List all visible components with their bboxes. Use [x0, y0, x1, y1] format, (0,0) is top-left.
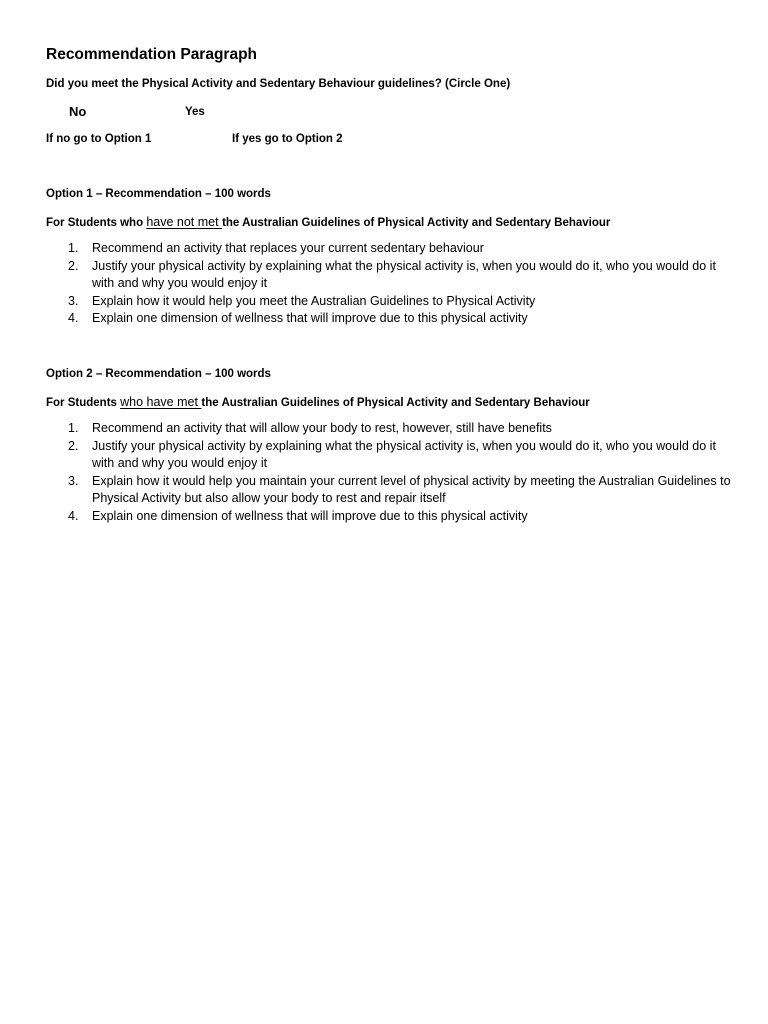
list-item-number: 3. [68, 473, 79, 488]
direction-no: If no go to Option 1 [46, 133, 152, 145]
list-item-text: Justify your physical activity by explaining what the physical activity is, when you would do it, who you would do it with and why you would enjoy it [92, 258, 716, 290]
option2-audience-prefix: For Students [46, 397, 121, 409]
option1-audience-suffix: the Australian Guidelines of Physical Activity and Sedentary Behaviour [222, 217, 611, 229]
list-item-number: 1. [68, 421, 79, 435]
option1-audience [46, 215, 610, 229]
option2-heading: Option 2 – Recommendation – 100 words [46, 368, 271, 380]
option1-task-list [46, 240, 736, 328]
option1-audience-emphasis: have not met [146, 215, 223, 229]
list-item-text: Explain one dimension of wellness that will improve due to this physical activity [92, 508, 528, 523]
page-title: Recommendation Paragraph [46, 46, 258, 63]
list-item-number: 3. [68, 293, 79, 308]
list-item [46, 240, 736, 258]
list-item [46, 508, 736, 526]
option2-audience-suffix: the Australian Guidelines of Physical Activity and Sedentary Behaviour [201, 397, 590, 409]
list-item [46, 310, 736, 328]
option1-audience-prefix: For Students who [46, 217, 147, 229]
direction-yes: If yes go to Option 2 [232, 133, 343, 145]
list-item-text: Explain how it would help you meet the Australian Guidelines to Physical Activity [92, 293, 536, 308]
list-item [46, 293, 736, 311]
list-item-number: 1. [68, 241, 79, 255]
option2-audience [46, 395, 590, 409]
list-item [46, 420, 736, 438]
list-item-text: Explain how it would help you maintain your current level of physical activity by meeting the Australian Guidelines to Physical Activity but also allow your body to rest and repair itself [92, 473, 731, 505]
list-item [46, 438, 736, 473]
list-item-text: Recommend an activity that will allow your body to rest, however, still have benefits [92, 421, 552, 435]
choice-yes: Yes [185, 106, 205, 118]
list-item [46, 473, 736, 508]
option1-heading: Option 1 – Recommendation – 100 words [46, 188, 271, 200]
list-item-number: 4. [68, 508, 79, 523]
list-item-text: Explain one dimension of wellness that will improve due to this physical activity [92, 311, 528, 325]
list-item [46, 258, 736, 293]
list-item-number: 2. [68, 438, 79, 453]
list-item-text: Justify your physical activity by explaining what the physical activity is, when you would do it, who you would do it with and why you would enjoy it [92, 438, 716, 470]
list-item-number: 2. [68, 258, 79, 273]
choice-no: No [69, 104, 87, 119]
list-item-number: 4. [68, 311, 79, 325]
option2-task-list [46, 420, 736, 525]
option2-audience-emphasis: who have met [120, 395, 202, 409]
guidelines-question: Did you meet the Physical Activity and Sedentary Behaviour guidelines? (Circle One) [46, 78, 511, 90]
list-item-text: Recommend an activity that replaces your current sedentary behaviour [92, 241, 484, 255]
